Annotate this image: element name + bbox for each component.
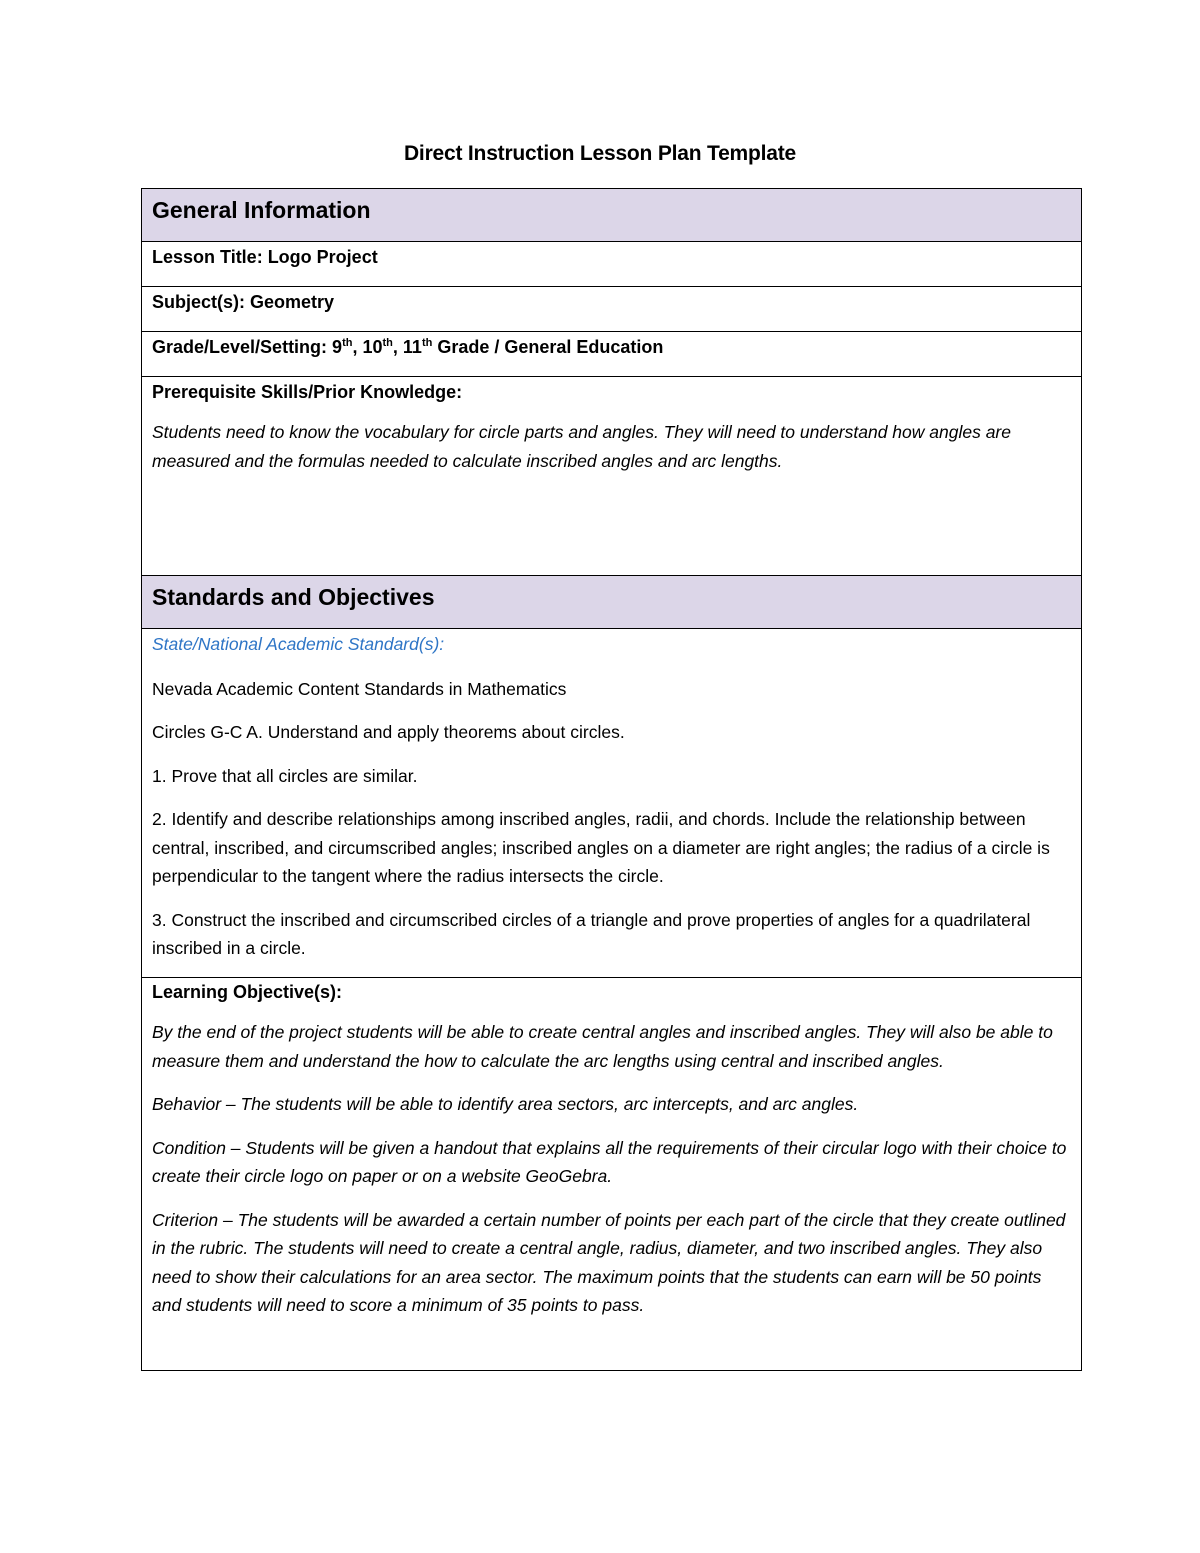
- standards-label: State/National Academic Standard(s):: [152, 634, 445, 654]
- general-information-header-row: [142, 189, 1082, 242]
- prerequisite-row: [142, 377, 1082, 576]
- grade-cell: [142, 332, 1082, 377]
- lesson-plan-table: [141, 188, 1082, 1371]
- objective-item: Criterion – The students will be awarded a certain number of points per each part of the circle that they create outlined in the rubric. The students will need to create a central angle, radius, diameter, and two inscribed angles. They also need to show their calculations for an area sector. The maximum points that the students can earn will be 50 points and students will need to score a minimum of 35 points to pass.: [152, 1209, 1066, 1315]
- standards-row: [142, 629, 1082, 978]
- objective-item: Behavior – The students will be able to identify area sectors, arc intercepts, and arc angles.: [152, 1094, 859, 1114]
- standard-item: 1. Prove that all circles are similar.: [152, 765, 418, 786]
- lesson-title: Lesson Title: Logo Project: [152, 247, 378, 267]
- grade-separator: ,: [352, 337, 363, 357]
- grade-9: 9: [332, 337, 343, 357]
- subjects: Subject(s): Geometry: [152, 292, 335, 312]
- document-title: Direct Instruction Lesson Plan Template: [403, 142, 797, 165]
- grade-11-suffix: th: [421, 337, 433, 349]
- standards-objectives-heading-text: Standards and Objectives: [152, 584, 435, 610]
- standards-objectives-heading: [142, 576, 1082, 629]
- standard-item: 3. Construct the inscribed and circumscribed circles of a triangle and prove properties of angles for a quadrilateral inscribed in a circle.: [152, 909, 1031, 958]
- objectives-row: [142, 978, 1082, 1371]
- subjects-cell: [142, 287, 1082, 332]
- grade-10-suffix: th: [382, 337, 393, 349]
- standards-objectives-header-row: [142, 576, 1082, 629]
- subjects-row: [142, 287, 1082, 332]
- objective-item: By the end of the project students will be able to create central angles and inscribed angles. They will also be able to measure them and understand the how to calculate the arc lengths using central and inscribed angles.: [152, 1022, 1053, 1071]
- prerequisite-text: Students need to know the vocabulary for circle parts and angles. They will need to understand how angles are measured and the formulas needed to calculate inscribed angles and arc lengths.: [152, 422, 1011, 471]
- objectives-label: Learning Objective(s):: [152, 982, 343, 1002]
- lesson-title-cell: [142, 242, 1082, 287]
- grade-tail: Grade / General Education: [432, 337, 664, 357]
- prerequisite-cell: [142, 377, 1082, 576]
- standard-item: 2. Identify and describe relationships among inscribed angles, radii, and chords. Include the relationship between central, inscribed, and circumscribed angles; inscribed angles on a diameter are right angles; the radius of a circle is perpendicular to the tangent where the radius intersects the circle.: [152, 809, 1050, 886]
- standard-item: Nevada Academic Content Standards in Mathematics: [152, 678, 567, 699]
- lesson-title-row: [142, 242, 1082, 287]
- grade-9-suffix: th: [342, 337, 353, 349]
- grade-row: [142, 332, 1082, 377]
- grade-level-setting: [152, 332, 1071, 358]
- general-information-heading: [142, 189, 1082, 242]
- prerequisite-label: Prerequisite Skills/Prior Knowledge:: [152, 382, 463, 402]
- grade-label: Grade/Level/Setting:: [152, 337, 333, 357]
- general-information-heading-text: General Information: [152, 197, 371, 223]
- grade-separator: ,: [392, 337, 403, 357]
- grade-10: 10: [362, 337, 383, 357]
- standards-cell: [142, 629, 1082, 978]
- standard-item: Circles G-C A. Understand and apply theorems about circles.: [152, 722, 625, 742]
- objective-item: Condition – Students will be given a handout that explains all the requirements of their circular logo with their choice to create their circle logo on paper or on a website GeoGebra.: [152, 1137, 1067, 1186]
- objectives-cell: [142, 978, 1082, 1371]
- grade-11: 11: [402, 337, 422, 357]
